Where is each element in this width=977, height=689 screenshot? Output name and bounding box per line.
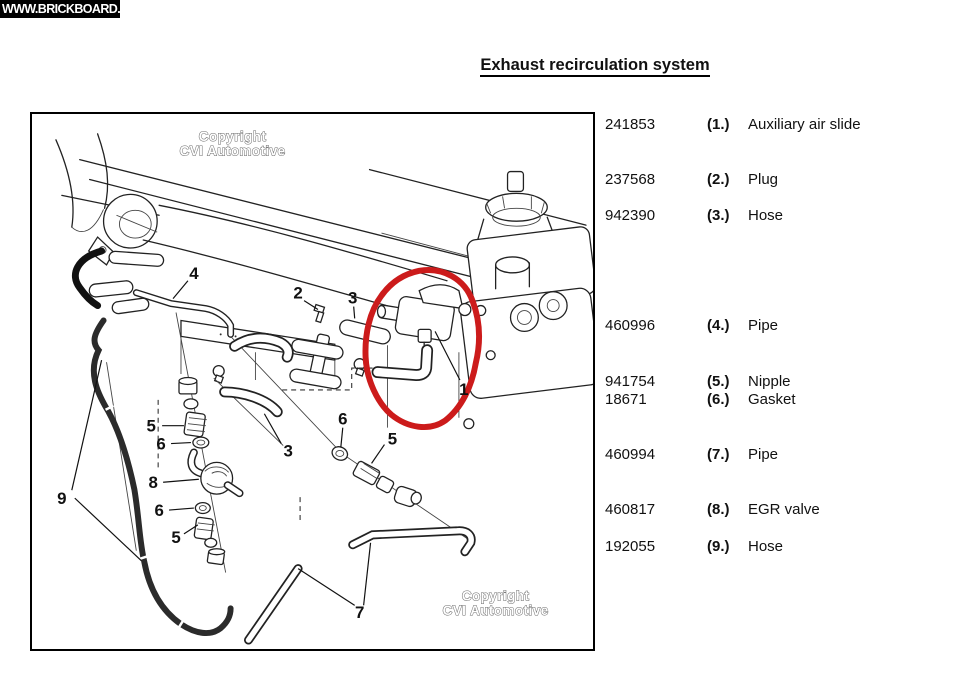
part-number: 460994 (605, 446, 656, 463)
brickboard-logo[interactable] (0, 0, 144, 18)
part-number: 942390 (605, 207, 656, 224)
part-row (605, 446, 970, 464)
part-name: Nipple (748, 373, 791, 390)
parts-list (605, 0, 970, 689)
part-index: (5.) (707, 373, 730, 390)
part-name: EGR valve (748, 501, 820, 518)
part-number: 192055 (605, 538, 656, 555)
callout-6: 6 (338, 409, 348, 429)
part-name: Auxiliary air slide (748, 116, 861, 133)
egr-valve (201, 462, 240, 494)
copyright-top-line2: CVI Automotive (179, 143, 286, 159)
part-row (605, 116, 970, 134)
part-row (605, 171, 970, 189)
part-index: (8.) (707, 501, 730, 518)
part-index: (9.) (707, 538, 730, 555)
plug-2 (314, 305, 324, 323)
part-row (605, 207, 970, 225)
part-number: 460996 (605, 317, 656, 334)
callout-4: 4 (189, 263, 199, 283)
part-row (605, 373, 970, 391)
part-number: 460817 (605, 501, 656, 518)
callout-9: 9 (57, 489, 67, 509)
injection-unit (459, 172, 593, 400)
center-fitting-chain (330, 444, 423, 507)
callout-6: 6 (156, 434, 166, 454)
part-index: (1.) (707, 116, 730, 133)
diagram-box (30, 112, 595, 651)
part-name: Gasket (748, 391, 796, 408)
callout-7: 7 (354, 603, 365, 623)
callout-5: 5 (171, 527, 181, 547)
part-index: (7.) (707, 446, 730, 463)
part-number: 18671 (605, 391, 647, 408)
logo-text: WWW.BRICKBOARD.com (2, 2, 144, 16)
part-index: (2.) (707, 171, 730, 188)
callout-6: 6 (154, 500, 164, 520)
left-fitting-chain (179, 378, 240, 565)
part-index: (6.) (707, 391, 730, 408)
auxiliary-air-slide (377, 285, 470, 375)
part-name: Pipe (748, 317, 779, 334)
part-number: 941754 (605, 373, 656, 390)
part-row (605, 391, 970, 409)
callout-5: 5 (146, 416, 156, 436)
exhaust-diagram (32, 114, 593, 649)
part-row (605, 317, 970, 335)
part-number: 237568 (605, 171, 656, 188)
callout-5: 5 (387, 429, 398, 449)
callout-2: 2 (293, 283, 303, 303)
part-name: Hose (748, 538, 784, 555)
pipe-4 (136, 293, 230, 335)
callout-8: 8 (148, 473, 158, 493)
part-row (605, 538, 970, 556)
callout-1: 1 (459, 379, 469, 399)
part-name: Hose (748, 207, 784, 224)
copyright-top-line1: Copyright (198, 128, 267, 144)
callout-3: 3 (348, 288, 358, 308)
part-index: (3.) (707, 207, 730, 224)
copyright-bottom-line1: Copyright (461, 588, 530, 604)
part-name: Plug (748, 171, 779, 188)
copyright-bottom-line2: CVI Automotive (442, 603, 549, 619)
part-index: (4.) (707, 317, 730, 334)
page-title: Exhaust recirculation system (420, 56, 770, 75)
part-name: Pipe (748, 446, 779, 463)
part-number: 241853 (605, 116, 656, 133)
callout-3: 3 (283, 441, 293, 461)
part-row (605, 501, 970, 519)
